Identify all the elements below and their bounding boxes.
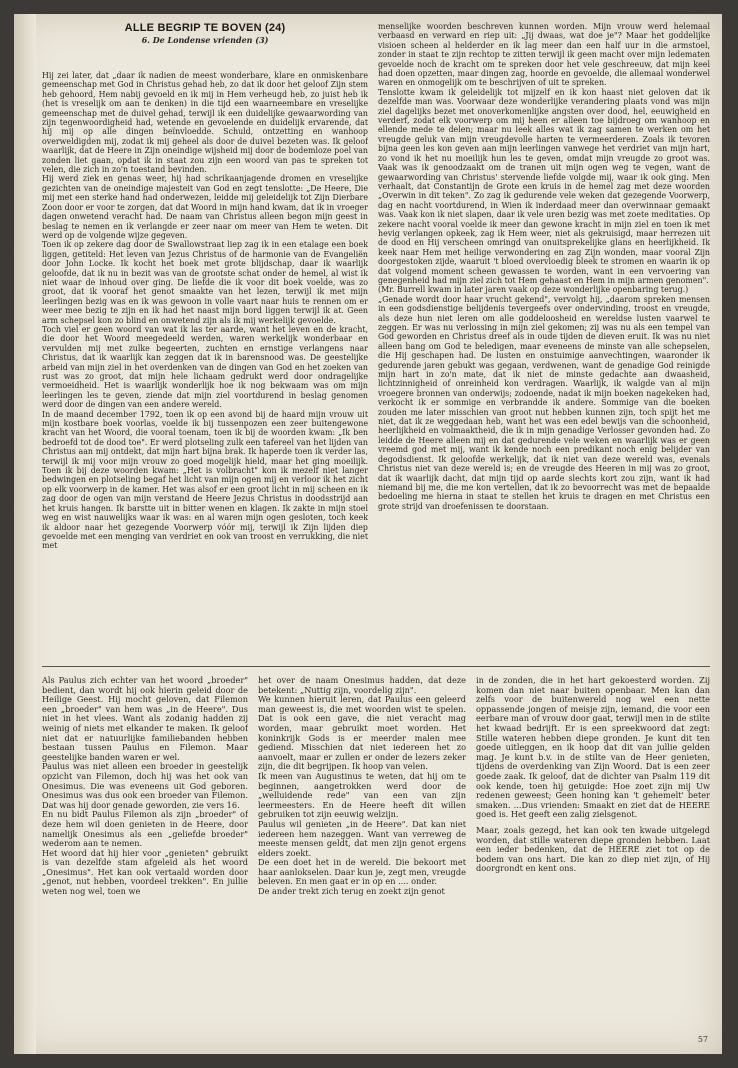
paragraph: Paulus was niet alleen een broeder in geestelijk opzicht van Filemon, doch hij was het ook van Onesimus. Die was eveneens uit God geboren. Onesimus was dus ook een broeder van Filemon. Dat was hij door genade geworden, zie vers 16. bbox=[42, 761, 248, 810]
paragraph: Tenslotte kwam ik geleidelijk tot mijzelf en ik kon haast niet geloven dat ik dezelfde man was. Voorwaar deze wonderlijke verandering plaats vond was mijn ziel dagelijks bezet met onoverkomenlijke angsten over dood, hel, eeuwigheid en verderf, zodat elk voorwerp om mij heen er alleen toe bijdroeg om wanhoop en ellende mede te delen; maar nu leek alles wat ik zag samen te werken om het vreugde geluk van mijn vreugdevolle harten te vermeerderen. Zoals ik tevoren bijna geen les kon geven aan mijn leerlingen vanwege het verdriet van mijn hart, zo vond ik het nu moeilijk hun les te geven, omdat mijn vreugde zo groot was. Vaak was ik genoodzaakt om de tranen uit mijn ogen weg te vegen, want de gewaarwording van Christus' stervende liefde volgde mij, waar ik ook ging. Men verhaalt, dat Constantijn de Grote een kruis in de hemel zag met deze woorden „Overwin in dit teken". Zo zag ik gedurende vele weken dat gezegende Voorwerp, dag en nacht voortdurend, in Wien ik inderdaad meer dan overwinnaar gemaakt was. Vaak kon ik niet slapen, daar ik vele uren bezig was met zoete meditaties. Op zekere nacht vooral voelde ik meer dan gewone kracht in mijn ziel en toen ik met hevig verlangen opkeek, zag ik Hem weer, niet als gekruisigd, maar herrezen uit de dood en Hij verscheen omringd van onuitsprekelijke glans en heerlijkheid. Ik keek naar Hem met heilige verwondering en zag Zijn wonden, maar vooral Zijn doorgestoken zijde, waaruit 't bloed overvloedig bleek te stromen en waarin ik op dat volgend moment scheen gewassen te worden, want in een vervoering van genegenheid had mijn ziel zich tot Hem gehaast en Hem in mijn armen genomen". bbox=[378, 87, 710, 285]
bottom-column-3 bbox=[476, 676, 710, 1042]
bottom-column-1 bbox=[42, 676, 248, 1042]
page-number: 57 bbox=[697, 1035, 708, 1044]
bottom-column-2 bbox=[258, 676, 466, 1042]
paragraph: We kunnen hieruit leren, dat Paulus een geleerd man geweest is, die met woorden wist te spelen. Dat is ook een gave, die niet veracht mag worden, maar gebruikt moet worden. Het koninkrijk Gods is er meerder malen mee gediend. Misschien dat niet iedereen het zo aanvoelt, maar er zullen er onder de lezers zeker zijn, die dit begrijpen. Ik hoop van velen. bbox=[258, 694, 466, 772]
paragraph: in de zonden, die in het hart gekoesterd worden. Zij komen dan niet naar buiten openbaar. Men kan dan zelfs voor de buitenwereld nog wel een nette oppassende jongen of meisje zijn, iemand, die voor een eerbare man of vrouw door gaat, terwijl men in de stilte het kwaad bedrijft. Er is een spreekwoord dat zegt: Stille wateren hebben diepe gronden. Je kunt dit ten goede uitleggen, en ik hoop dat dit van jullie gelden mag. Je kunt b.v. in de stilte van de Heer genieten, tijdens de overdenking van Zijn Woord. Dat is een zeer goede zaak. Ik geloof, dat de dichter van Psalm 119 dit ook kende, toen hij getuigde: Hoe zoet zijn mij Uw redenen geweest; Geen honing kan 't gehemelt' beter smaken. ...Dus vrienden: Smaakt en ziet dat de HEERE goed is. Het geeft een zalig zielsgenot. bbox=[476, 676, 710, 820]
paragraph: Het woord dat hij hier voor „genieten" gebruikt is van dezelfde stam afgeleid als het woord „Onesimus". Het kan ook vertaald worden door „genot, nut hebben, voordeel trekken". En jullie weten nog wel, toen we bbox=[42, 847, 248, 897]
article-header bbox=[42, 22, 368, 45]
page-binding-shadow bbox=[14, 14, 36, 1054]
paragraph: Als Paulus zich echter van het woord „broeder" bedient, dan wordt hij ook hierin geleid door de Heilige Geest. Hij mocht geloven, dat Filemon een „broeder" van hem was „in de Heere". Dus niet in het vlees. Want als zodanig hadden zij weinig of niets met elkander te maken. Ik geloof niet dat er natuurlijke familiebanden hebben bestaan tussen Paulus en Filemon. Maar geestelijke banden waren er wel. bbox=[42, 676, 248, 762]
magazine-page bbox=[14, 14, 722, 1054]
paragraph: En nu bidt Paulus Filemon als zijn „broeder" of deze hem wil doen genieten in de Heere, door namelijk Onesimus als een „geliefde broeder" wederom aan te nemen. bbox=[42, 809, 248, 849]
article-title: ALLE BEGRIP TE BOVEN (24) bbox=[124, 22, 286, 34]
paragraph: Toch viel er geen woord van wat ik las ter aarde, want het leven en de kracht, die door het Woord meegedeeld werden, waren werkelijk wonderbaar en vervulden mij met zulke begeerten, zuchten en ernstige verlangens naar Christus, dat ik waarlijk kan zeggen dat ik in barensnood was. De geestelijke arbeid van mijn ziel in het overdenken van de dingen van God en het zoeken van rust was zo groot, dat mijn hele lichaam gedrukt werd door ondragelijke vermoeidheid. Het is waarlijk wonderlijk hoe ik nog bekwaam was om mijn leerlingen les te geven, ziende dat mijn ziel voortdurend in beslag genomen werd door de dingen van een andere wereld. bbox=[42, 324, 368, 410]
paragraph: De ander trekt zich terug en zoekt zijn genot bbox=[258, 886, 445, 897]
paragraph: Paulus wil genieten „in de Heere". Dat kan niet iedereen hem nazeggen. Want van verreweg de meeste mensen geldt, dat men zijn genot ergens elders zoekt. bbox=[258, 818, 466, 858]
top-left-column bbox=[42, 22, 368, 662]
paragraph: menselijke woorden beschreven kunnen worden. Mijn vrouw werd helemaal verbaasd en verward en riep uit: „Jij dwaas, wat doe je"? Maar het goddelijke visioen scheen al helderder en ik lag meer dan een half uur in die armstoel, zonder in staat te zijn rechtop te zitten terwijl ik geen macht over mijn ledematen gevoelde noch de kracht om te spreken door het vele geschreeuw, dat mijn keel had doen opzetten, maar dingen zag, hoorde en gevoelde, die allemaal wonderwel waren en onmogelijk om te beschrijven of uit te spreken. bbox=[378, 22, 710, 88]
paragraph: Toen ik op zekere dag door de Swallowstraat liep zag ik in een etalage een boek liggen, getiteld: Het leven van Jezus Christus of de harmonie van de Evangeliën door John Locke. Ik kocht het boek met grote blijdschap, daar ik waarlijk geloofde, dat ik nu in bezit was van de grootste schat onder de hemel, al wist ik niet waar de inhoud over ging. De liefde die ik voor dit boek voelde, was zo groot, dat ik vooraf het genot smaakte van het lezen, terwijl ik met mijn leerlingen bezig was en ik was gewoon in volle vaart naar huis te rennen om er weer mee bezig te zijn en ik had het naast mijn bord liggen terwijl ik at. Geen arm schepsel kon zo blind en onwetend zijn als ik mij werkelijk gevoelde. bbox=[42, 240, 368, 325]
paragraph: In de maand december 1792, toen ik op een avond bij de haard mijn vrouw uit mijn kostbare boek voorlas, voelde ik bij tussenpozen een zeer buitengewone kracht van het Woord, die vooral toenam, toen ik bij de woorden kwam: „Ik ben bedroefd tot de dood toe". Er werd plotseling zulk een tafereel van het lijden van Christus aan mij ontdekt, dat mijn hart bijna brak. Ik haperde toen ik verder las, terwijl ik mij voor mijn vrouw zo goed mogelijk hield, maar het ging moeilijk. Toen ik bij deze woorden kwam: „Het is volbracht" kon ik mezelf niet langer bedwingen en plotseling begaf het licht van mijn ogen mij en verloor ik het zicht op elk voorwerp in de kamer. Het was alsof er een groot licht in mij scheen en ik zag door de ogen van mijn verstand de Heere Jezus Christus in doodsstrijd aan het kruis hangen. Ik barstte uit in bitter wenen en klagen. Ik zakte in mijn stoel weg en wist nauwelijks waar ik was: en al waren mijn ogen gesloten, toch keek ik aldoor naar het gezegende Voorwerp vóór mij, terwijl ik Zijn lijden diep gevoelde met een menging van verdriet en ook van troost en verrukking, die niet met bbox=[42, 409, 368, 551]
paragraph: Ik meen van Augustinus te weten, dat hij om te beginnen, aangetrokken werd door de „welluidende rede" van een van zijn leermeesters. En de Heere heeft dit willen gebruiken tot zijn eeuwig welzijn. bbox=[258, 770, 466, 820]
paragraph: het over de naam Onesimus hadden, dat deze betekent: „Nuttig zijn, voordelig zijn". bbox=[258, 676, 466, 695]
top-right-column bbox=[378, 22, 710, 662]
paragraph: (Mr. Burrell kwam in later jaren vaak op deze wonderlijke openbaring terug.) bbox=[378, 285, 689, 295]
paragraph: Maar, zoals gezegd, het kan ook ten kwade uitgelegd worden, dat stille wateren diepe gronden hebben. Laat een ieder bedenken, dat de HEERE ziet tot op de bodem van ons hart. Die kan zo diep niet zijn, of Hij doorgrondt en kent ons. bbox=[476, 824, 710, 874]
paragraph: De een doet het in de wereld. Die bekoort met haar aanlokselen. Daar kun je, zegt men, vreugde beleven. En men gaat er in op en .... onder. bbox=[258, 857, 466, 887]
section-divider bbox=[42, 666, 710, 667]
paragraph: „Genade wordt door haar vrucht gekend", vervolgt hij, „daarom spreken mensen in een godsdienstige belijdenis tevergeefs over ondervinding, troost en vreugde, als deze hun niet leren om alle goddeloosheid en wereldse lusten vaarwel te zeggen. Er was nu verlossing in mijn ziel gekomen; zij was nu als een tempel van God geworden en Christus dreef als in oude tijden de dieven eruit. Ik was nu niet alleen bang om God te beledigen, maar eveneens de minste van alle schepselen, die Hij geschapen had. De lusten en onstuimige aanvechtingen, waaronder ik gedurende jaren gebukt was gegaan, verdwenen, want de genadige God reinigde mijn hart in zo'n mate, dat ik niet de minste gedachte aan dwaasheid, lichtzinnigheid of onreinheid kon verdragen. Waarlijk, ik walgde van al mijn vroegere bronnen van onderwijs; zodoende, nadat ik mijn boeken nagekeken had, verkocht ik er sommige en verbrandde ik andere. Sommige van die boeken zouden me later misschien van groot nut hebben kunnen zijn, toch spijt het me niet, dat ik ze weggedaan heb, want het was een edel bewijs van die schoonheid, heerlijkheid en volmaaktheid, die ik in mijn genadige Verlosser gevonden had. Zo leidde de Heere alleen mij en dat gedurende vele weken en waarlijk was er geen vreemd god met mij, want ik kende noch een predikant noch enig belijder van degodsdienst. Ik geloofde werkelijk, dat ik niet van deze wereld was, evenals Christus niet van deze wereld is; en de vreugde des Heeren in mij was zo groot, dat ik waarlijk dacht, dat mijn tijd op aarde slechts kort zou zijn, want ik had niemand bij me, die me kon vertellen, dat ik zo bevoorrecht was met de bepaalde bedoeling me hierna in staat te stellen het kruis te dragen en met Christus een grote strijd van droefenissen te doorstaan. bbox=[378, 294, 710, 511]
article-subtitle: 6. De Londense vrienden (3) bbox=[141, 35, 269, 45]
paragraph: Hij zei later, dat „daar ik nadien de meest wonderbare, klare en onmiskenbare gemeenschap met God in Christus gehad heb, zo dat ik door het geloof Zijn stem heb gehoord, Hem nabij gevoeld en ik mij in Hem verheugd heb, zo juist heb ik (het is vreselijk om aan te denken) in die tijd een waarneembare en vreselijke gemeenschap met de duivel gehad, terwijl ik een duidelijke gewaarwording van zijn tegenwoordigheid had, wetende en gevoelende en duidelijk ervarende, dat hij mij op alle dingen beïnvloedde. Schuld, ontzetting en wanhoop overweldigden mij, zodat ik mij geheel als door de duivel bezeten was. Ik geloof waarlijk, dat de Heere in Zijn oneindige wijsheid mij door de bodemloze poel van zonden liet gaan, opdat ik in staat zou zijn een woord van pas te spreken tot velen, die zich in zo'n toestand bevinden. bbox=[42, 71, 368, 175]
paragraph: Hij werd ziek en genas weer, hij had schrikaanjagende dromen en vreselijke gezichten van de oneindige majesteit van God en zegt tenslotte: „De Heere, Die mij met een sterke hand had onderwezen, leidde mij geleidelijk tot Zijn Dierbare Zoon door er voor te zorgen, dat dat Woord in mijn hand kwam, dat ik in vroeger dagen onwetend veracht had. De naam van Christus alleen begon mijn geest in beslag te nemen en ik verlangde er zeer naar om meer van Hem te weten. Dit werd op de volgende wijze gegeven. bbox=[42, 174, 368, 240]
